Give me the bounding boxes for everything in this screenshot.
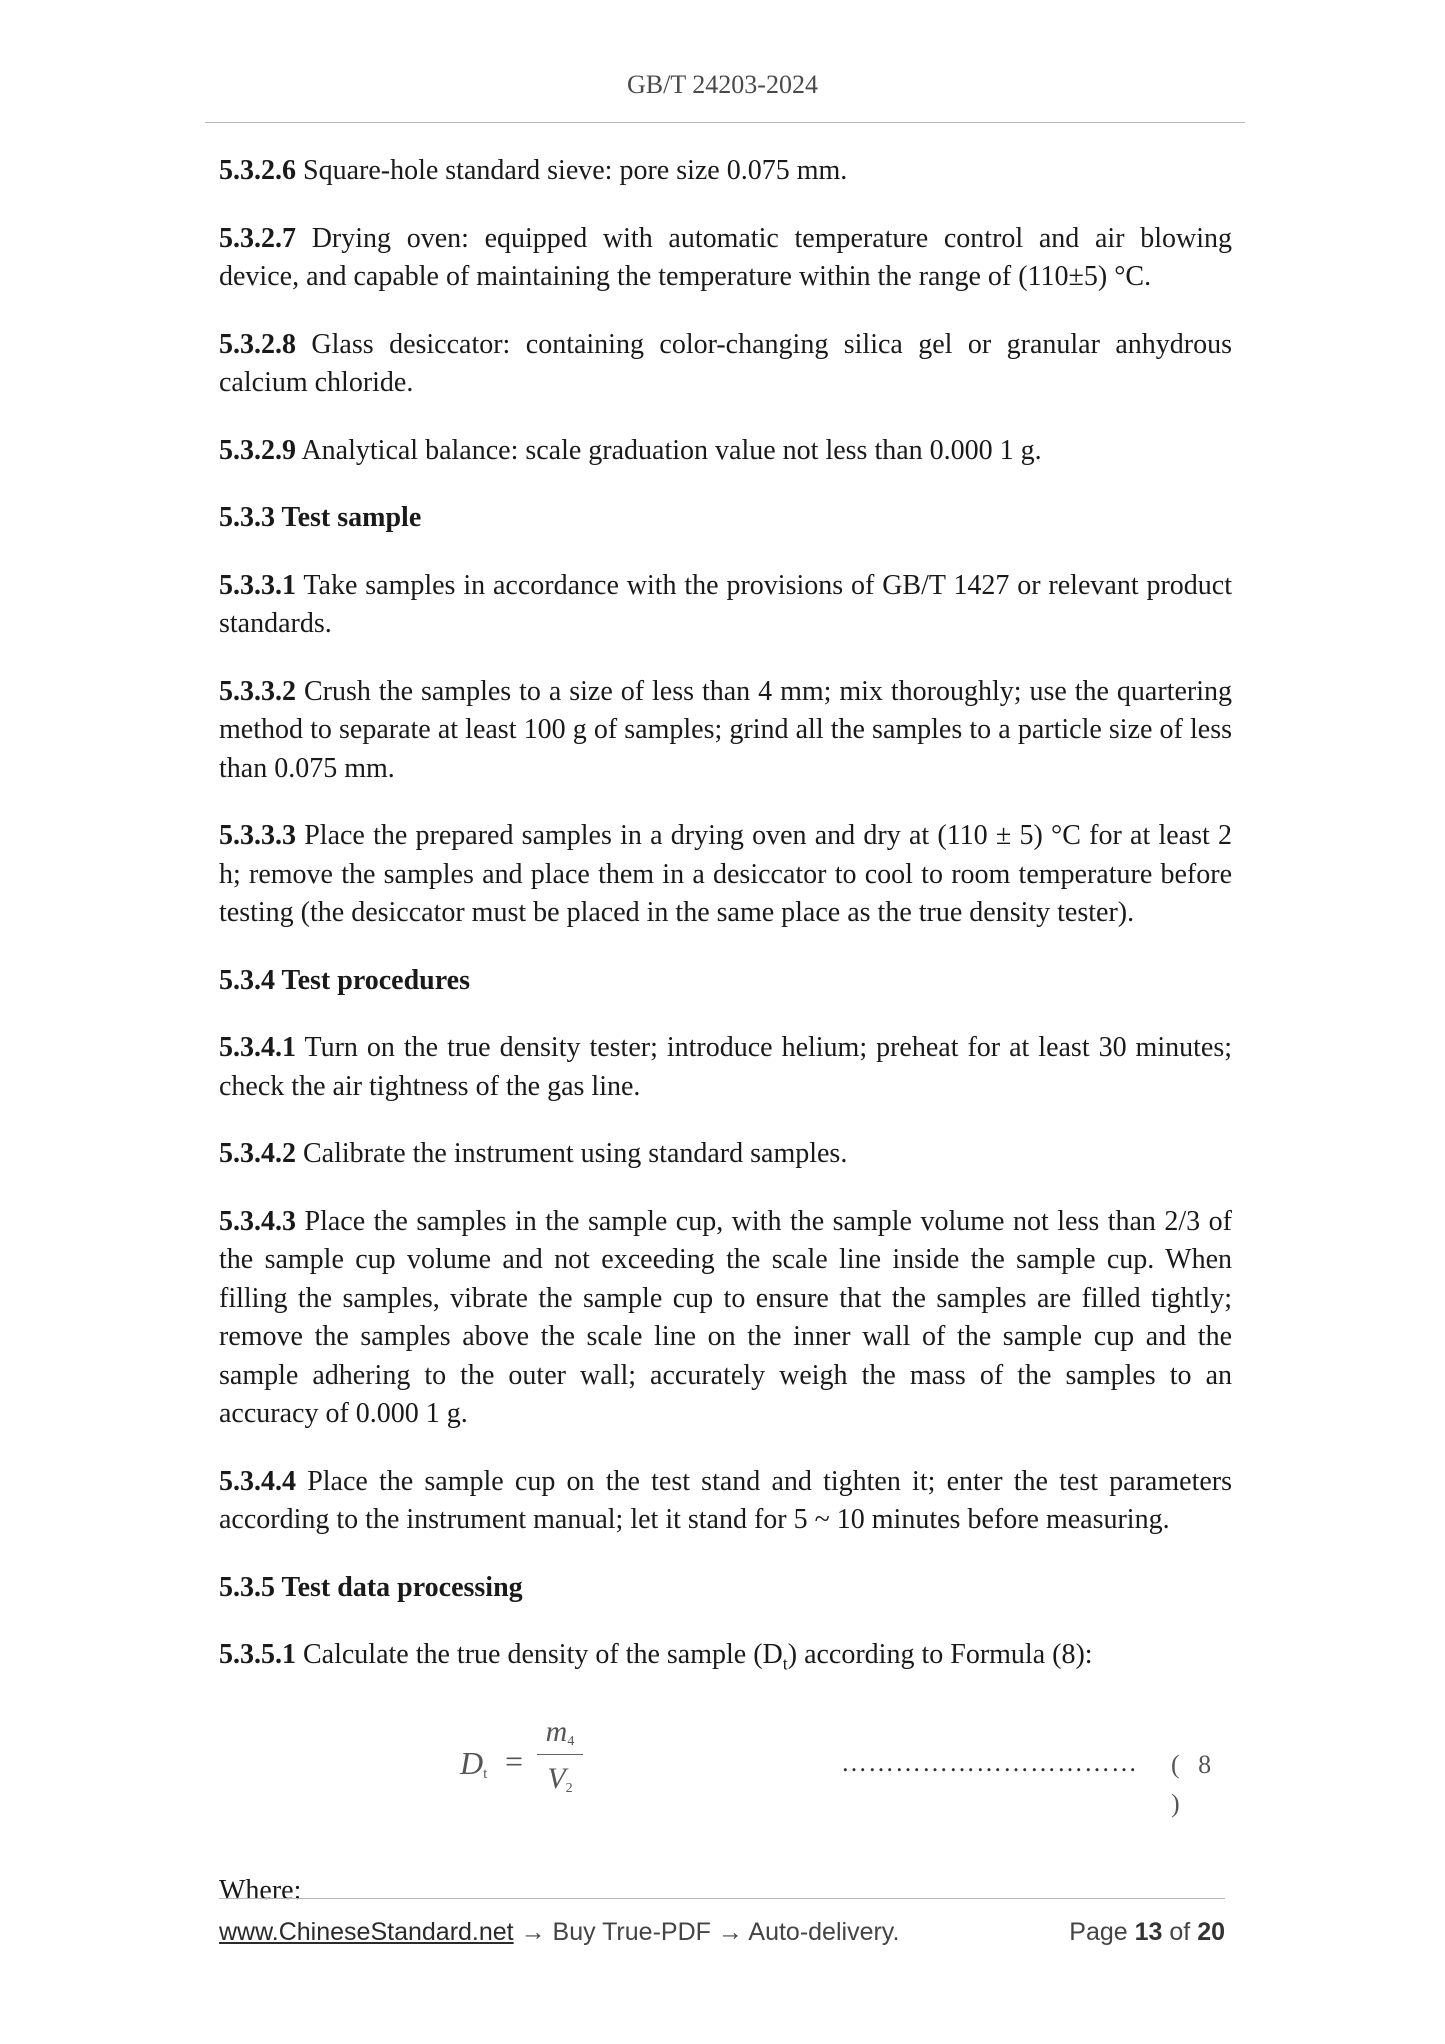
standard-number: GB/T 24203-2024 xyxy=(627,70,818,99)
clause-number: 5.3.3.2 xyxy=(219,675,296,707)
current-page: 13 xyxy=(1134,1918,1163,1946)
header-divider xyxy=(205,122,1245,123)
page-footer xyxy=(219,1918,1225,1958)
document-body xyxy=(219,152,1232,1911)
clause-5-3-2-8 xyxy=(219,326,1232,403)
clause-5-3-4-1 xyxy=(219,1029,1232,1106)
clause-text: Take samples in accordance with the provisions of GB/T 1427 or relevant product standards. xyxy=(219,569,1232,639)
where-label: Where: xyxy=(219,1875,302,1907)
clause-text: Square-hole standard sieve: pore size 0.075 mm. xyxy=(296,155,848,186)
formula-subscript: 2 xyxy=(565,1781,573,1797)
clause-number: 5.3.5.1 xyxy=(219,1639,296,1670)
clause-5-3-2-7 xyxy=(219,220,1232,297)
clause-number: 5.3.3.3 xyxy=(219,820,296,851)
clause-text: Place the samples in the sample cup, with the sample volume not less than 2/3 of the sample cup volume and not exceeding the scale line inside the sample cup. When filling the samples, vibrate the sample cup to ensure that the samples are filled tightly; remove the samples above the scale line on the inner wall of the sample cup and the sample adhering to the outer wall; accurately weigh the mass of the samples to an accuracy of 0.000 1 g. xyxy=(219,1205,1232,1429)
clause-5-3-2-9 xyxy=(219,432,1232,471)
formula-equals: = xyxy=(505,1743,524,1780)
section-heading-test-data-processing: 5.3.5 Test data processing xyxy=(219,1571,523,1603)
formula-leader-dots: …………………………… xyxy=(841,1748,1138,1778)
formula-lhs xyxy=(460,1744,487,1794)
clause-5-3-4-3 xyxy=(219,1203,1232,1434)
clause-text: Crush the samples to a size of less than 4 mm; mix thoroughly; use the quartering method to separate at least 100 g of samples; grind all the samples to a particle size of less than 0.075 mm. xyxy=(219,675,1232,784)
footer-divider xyxy=(219,1898,1225,1899)
page-indicator xyxy=(1069,1918,1225,1947)
formula-symbol-V: V xyxy=(547,1762,566,1796)
formula-subscript: 4 xyxy=(567,1734,575,1750)
formula-fraction xyxy=(537,1712,583,1799)
clause-5-3-2-6 xyxy=(219,152,1232,191)
subscript: t xyxy=(782,1653,788,1674)
clause-text: Place the sample cup on the test stand and tighten it; enter the test parameters according to the instrument manual; let it stand for 5 ~ 10 minutes before measuring. xyxy=(219,1465,1232,1535)
page-label: Page xyxy=(1069,1918,1135,1946)
footer-tagline: → Buy True-PDF → Auto-delivery. xyxy=(513,1918,900,1946)
clause-text: Calibrate the instrument using standard samples. xyxy=(296,1138,848,1169)
clause-number: 5.3.4.1 xyxy=(219,1032,296,1063)
clause-text: Turn on the true density tester; introduce helium; preheat for at least 30 minutes; check the air tightness of the gas line. xyxy=(219,1032,1232,1102)
clause-text: Calculate the true density of the sample (D xyxy=(296,1639,783,1670)
clause-text-end: ) according to Formula (8): xyxy=(787,1639,1093,1670)
website-link[interactable]: www.ChineseStandard.net xyxy=(219,1918,514,1946)
clause-number: 5.3.2.9 xyxy=(219,434,296,466)
footer-promo xyxy=(219,1918,899,1947)
clause-number: 5.3.4.3 xyxy=(219,1205,296,1237)
clause-number: 5.3.2.7 xyxy=(219,222,296,254)
clause-5-3-3-1 xyxy=(219,567,1232,644)
of-label: of xyxy=(1162,1918,1198,1946)
formula-number: ( 8 ) xyxy=(1171,1750,1218,1818)
clause-number: 5.3.3.1 xyxy=(219,569,296,601)
formula-subscript: t xyxy=(483,1766,488,1783)
formula-8 xyxy=(219,1712,1232,1832)
fraction-bar xyxy=(537,1754,583,1755)
clause-5-3-4-4 xyxy=(219,1463,1232,1540)
clause-number: 5.3.2.8 xyxy=(219,328,296,360)
clause-number: 5.3.2.6 xyxy=(219,155,296,186)
clause-text: Place the prepared samples in a drying oven and dry at (110 ± 5) °C for at least 2 h; remove the samples and place them in a desiccator to cool to room temperature before testing (the desiccator must be placed in the same place as the true density tester). xyxy=(219,820,1232,928)
section-heading-test-sample: 5.3.3 Test sample xyxy=(219,502,422,533)
formula-symbol-m: m xyxy=(545,1715,568,1749)
clause-text: Glass desiccator: containing color-changing silica gel or granular anhydrous calcium chloride. xyxy=(219,328,1232,398)
clause-5-3-5-1 xyxy=(219,1636,1232,1683)
formula-symbol-D: D xyxy=(460,1745,484,1782)
clause-number: 5.3.4.2 xyxy=(219,1138,296,1169)
section-heading-test-procedures: 5.3.4 Test procedures xyxy=(219,964,470,996)
clause-5-3-4-2 xyxy=(219,1135,1232,1174)
clause-number: 5.3.4.4 xyxy=(219,1465,296,1497)
formula-denominator xyxy=(537,1759,583,1799)
clause-5-3-3-3 xyxy=(219,817,1232,933)
clause-5-3-3-2 xyxy=(219,673,1232,789)
formula-numerator xyxy=(537,1712,583,1752)
total-pages: 20 xyxy=(1197,1918,1225,1946)
clause-text: Drying oven: equipped with automatic temperature control and air blowing device, and capable of maintaining the temperature within the range of (110±5) °C. xyxy=(219,222,1232,292)
clause-text: Analytical balance: scale graduation value not less than 0.000 1 g. xyxy=(296,434,1042,466)
